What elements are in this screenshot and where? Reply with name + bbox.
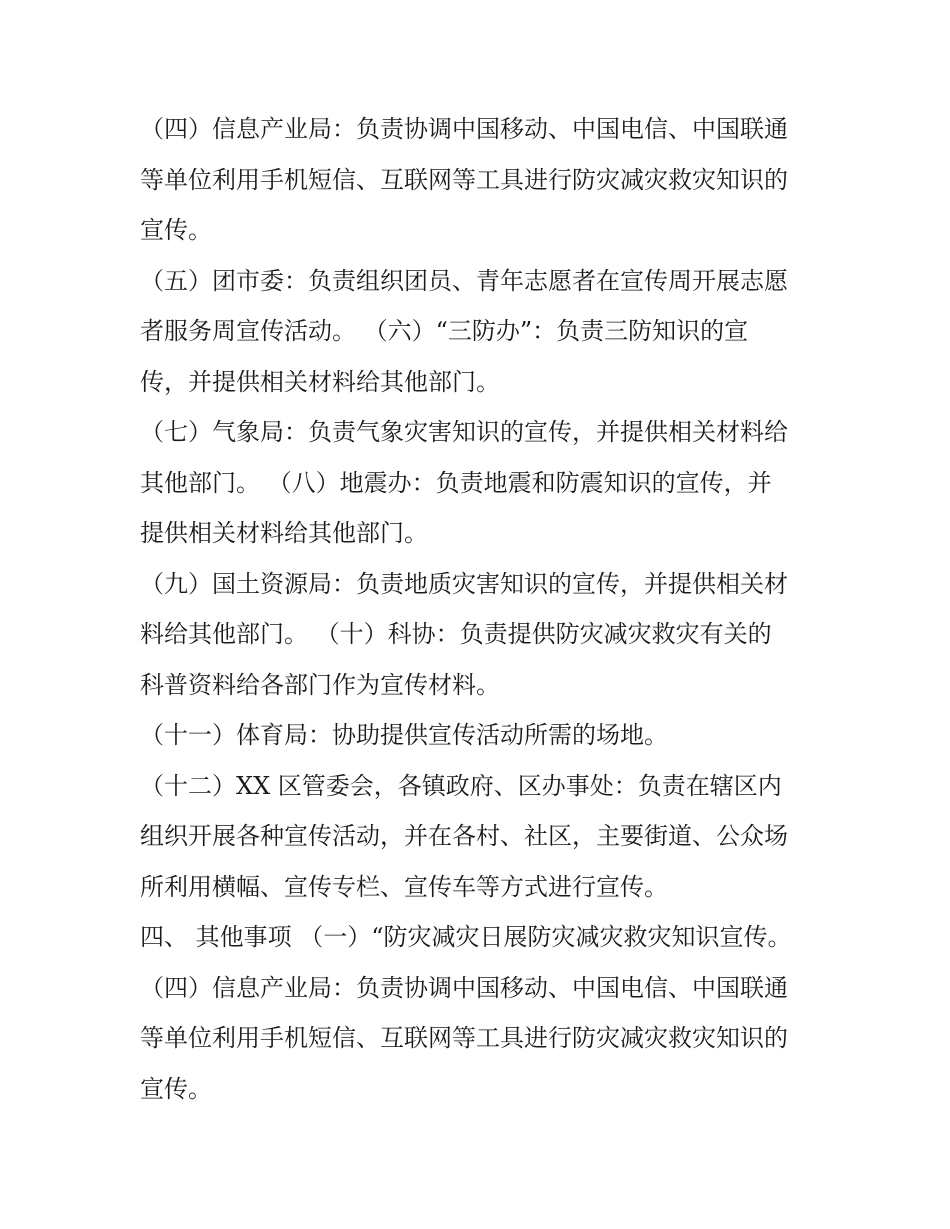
text-line: （四）信息产业局：负责协调中国移动、中国电信、中国联通: [140, 115, 788, 143]
document-body: [140, 104, 820, 1114]
text-line: （四）信息产业局：负责协调中国移动、中国电信、中国联通: [140, 973, 788, 1002]
text-line: 提供相关材料给其他部门。: [140, 519, 428, 547]
text-line: 等单位利用手机短信、互联网等工具进行防灾减灾救灾知识的: [140, 165, 788, 194]
text-line: 其他部门。 （八）地震办：负责地震和防震知识的宣传，并: [140, 468, 772, 497]
text-line: 宣传。: [140, 1074, 212, 1103]
text-line: 组织开展各种宣传活动，并在各村、社区，主要街道、公众场: [140, 822, 788, 850]
text-line: 传，并提供相关材料给其他部门。: [140, 367, 500, 396]
text-line: 者服务周宣传活动。 （六）“三防办”：负责三防知识的宣: [140, 317, 749, 345]
text-line: 科普资料给各部门作为宣传材料。: [140, 670, 500, 699]
text-line: 四、 其他事项 （一）“防灾减灾日展防灾减灾救灾知识宣传。: [140, 923, 792, 951]
text-line: 料给其他部门。 （十）科协：负责提供防灾减灾救灾有关的: [140, 620, 772, 648]
text-line: 所利用横幅、宣传专栏、宣传车等方式进行宣传。: [140, 872, 668, 901]
text-line: 等单位利用手机短信、互联网等工具进行防灾减灾救灾知识的: [140, 1024, 788, 1052]
text-line: （十二）XX 区管委会，各镇政府、区办事处：负责在辖区内: [140, 771, 782, 800]
text-line: （五）团市委：负责组织团员、青年志愿者在宣传周开展志愿: [140, 266, 788, 295]
text-line: （九）国土资源局：负责地质灾害知识的宣传，并提供相关材: [140, 569, 788, 598]
text-line: 宣传。: [140, 216, 212, 244]
text-line: （十一）体育局：协助提供宣传活动所需的场地。: [140, 721, 668, 749]
text-line: （七）气象局：负责气象灾害知识的宣传，并提供相关材料给: [140, 418, 788, 446]
